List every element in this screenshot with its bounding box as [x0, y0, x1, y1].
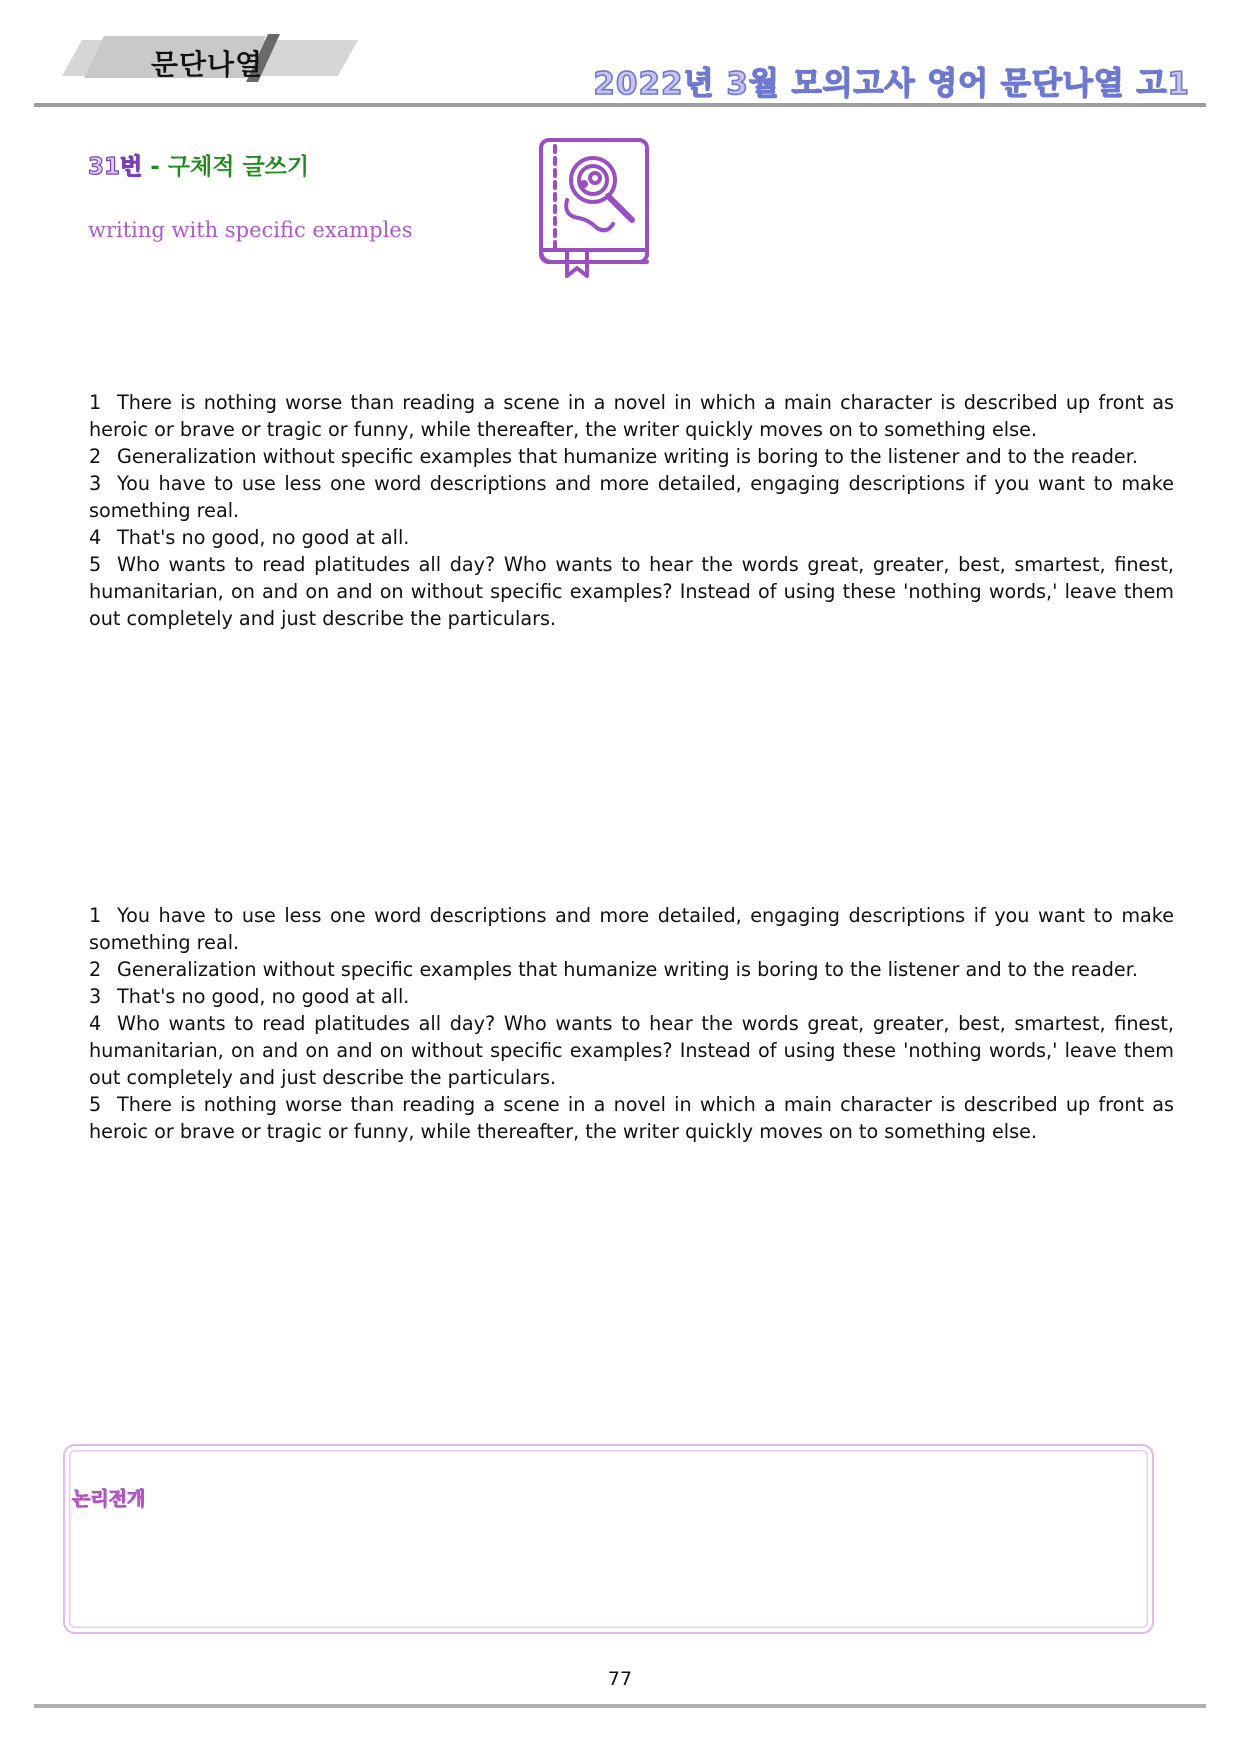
header-tab: [62, 34, 358, 82]
sentence-text: Who wants to read platitudes all day? Who wants to hear the words great, greater, best, smartest, finest, humanitarian, on and on and on without specific examples? Instead of using these 'nothing words,' leave them out completely and just describe the particulars.: [89, 1012, 1174, 1089]
question-topic: 구체적 글쓰기: [167, 154, 310, 180]
logic-box-label: 논리전개: [72, 1488, 146, 1510]
sentence-list-original: [89, 389, 1174, 632]
list-item: [89, 1010, 1174, 1091]
sentence-text: That's no good, no good at all.: [117, 526, 410, 549]
question-heading: [88, 148, 309, 181]
sentence-number: 2: [89, 445, 102, 468]
list-item: [89, 1091, 1174, 1145]
page-number: 77: [607, 1668, 633, 1690]
sentence-text: There is nothing worse than reading a scene in a novel in which a main character is described up front as heroic or brave or tragic or funny, while thereafter, the writer quickly moves on to something else.: [89, 1093, 1174, 1143]
list-item: [89, 524, 1174, 551]
list-item: [89, 983, 1174, 1010]
sentence-text: You have to use less one word descriptions and more detailed, engaging descriptions if you want to make something real.: [89, 904, 1174, 954]
sentence-text: That's no good, no good at all.: [117, 985, 410, 1008]
list-item: [89, 902, 1174, 956]
sentence-number: 2: [89, 958, 102, 981]
sentence-list-reordered: [89, 902, 1174, 1145]
sentence-number: 4: [89, 526, 102, 549]
sentence-number: 5: [89, 1093, 102, 1116]
sentence-text: You have to use less one word descriptions and more detailed, engaging descriptions if you want to make something real.: [89, 472, 1174, 522]
list-item: [89, 389, 1174, 443]
list-item: [89, 956, 1174, 983]
header-divider: [34, 103, 1206, 107]
document-title: 2022년 3월 모의고사 영어 문단나열 고1: [593, 66, 1190, 102]
sentence-number: 3: [89, 472, 102, 495]
heading-separator: -: [142, 154, 168, 180]
footer-divider: [34, 1704, 1206, 1708]
sentence-number: 5: [89, 553, 102, 576]
list-item: [89, 551, 1174, 632]
sentence-text: Generalization without specific examples that humanize writing is boring to the listener and to the reader.: [117, 445, 1138, 468]
book-magnifier-icon: [537, 138, 651, 278]
sentence-number: 3: [89, 985, 102, 1008]
sentence-number: 1: [89, 391, 102, 414]
sentence-text: Who wants to read platitudes all day? Who wants to hear the words great, greater, best, smartest, finest, humanitarian, on and on and on without specific examples? Instead of using these 'nothing words,' leave them out completely and just describe the particulars.: [89, 553, 1174, 630]
sentence-text: Generalization without specific examples that humanize writing is boring to the listener and to the reader.: [117, 958, 1138, 981]
logic-box: [63, 1444, 1154, 1634]
sentence-text: There is nothing worse than reading a scene in a novel in which a main character is described up front as heroic or brave or tragic or funny, while thereafter, the writer quickly moves on to something else.: [89, 391, 1174, 441]
question-subtitle: writing with specific examples: [88, 218, 413, 242]
header-tab-label: 문단나열: [150, 48, 264, 81]
list-item: [89, 443, 1174, 470]
question-number: 31번: [88, 154, 143, 180]
list-item: [89, 470, 1174, 524]
sentence-number: 4: [89, 1012, 102, 1035]
sentence-number: 1: [89, 904, 102, 927]
